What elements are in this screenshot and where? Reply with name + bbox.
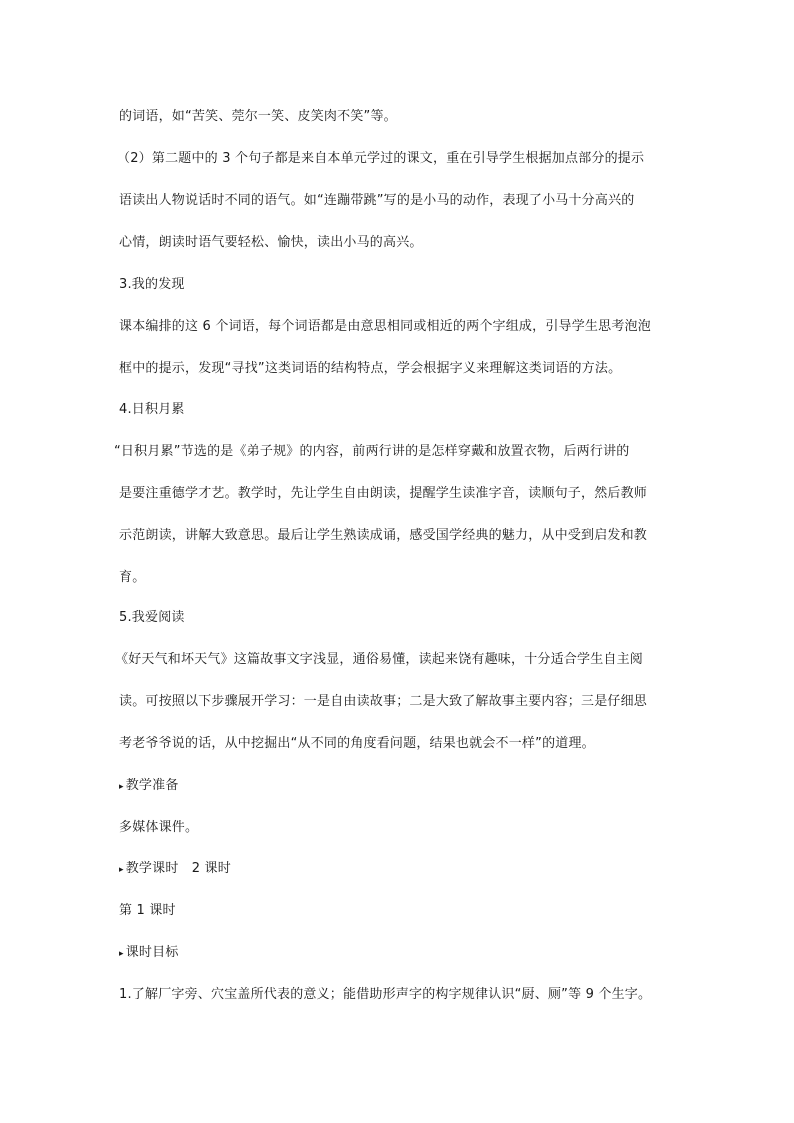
text-line: “日积月累”节选的是《弟子规》的内容，前两行讲的是怎样穿戴和放置衣物，后两行讲的 xyxy=(114,444,630,459)
section-heading: 5.我爱阅读 xyxy=(119,610,185,625)
text-line: 读。可按照以下步骤展开学习：一是自由读故事；二是大致了解故事主要内容；三是仔细思 xyxy=(119,694,648,709)
text-line: 考老爷爷说的话，从中挖掘出“从不同的角度看问题，结果也就会不一样”的道理。 xyxy=(119,736,595,751)
triangle-bullet-icon: ▸ xyxy=(119,865,124,875)
bullet-heading xyxy=(119,860,231,879)
section-heading: 4.日积月累 xyxy=(119,402,185,417)
text-line: 框中的提示，发现“寻找”这类词语的结构特点，学会根据字义来理解这类词语的方法。 xyxy=(119,361,622,376)
text-line: 《好天气和坏天气》这篇故事文字浅显，通俗易懂，读起来饶有趣味，十分适合学生自主阅 xyxy=(115,652,644,667)
heading-text: 课时目标 xyxy=(125,945,179,960)
triangle-bullet-icon: ▸ xyxy=(119,782,124,792)
text-line: 是要注重德学才艺。教学时，先让学生自由朗读，提醒学生读准字音，读顺句子，然后教师 xyxy=(119,486,648,501)
triangle-bullet-icon: ▸ xyxy=(119,949,124,959)
text-line: （2）第二题中的 3 个句子都是来自本单元学过的课文，重在引导学生根据加点部分的提示 xyxy=(117,151,645,166)
heading-text: 教学准备 xyxy=(125,778,179,793)
text-line: 育。 xyxy=(119,570,146,585)
text-line: 心情，朗读时语气要轻松、愉快，读出小马的高兴。 xyxy=(119,235,423,250)
text-line: 语读出人物说话时不同的语气。如“连蹦带跳”写的是小马的动作，表现了小马十分高兴的 xyxy=(119,193,635,208)
text-line: 第 1 课时 xyxy=(119,903,176,918)
text-line: 多媒体课件。 xyxy=(119,820,199,835)
section-heading: 3.我的发现 xyxy=(119,277,185,292)
text-line: 示范朗读，讲解大致意思。最后让学生熟读成诵，感受国学经典的魅力，从中受到启发和教 xyxy=(119,528,648,543)
heading-text: 教学课时 2 课时 xyxy=(125,861,231,876)
bullet-heading xyxy=(119,944,179,963)
bullet-heading xyxy=(119,777,179,796)
text-line: 课本编排的这 6 个词语，每个词语都是由意思相同或相近的两个字组成，引导学生思考泡泡 xyxy=(119,319,651,334)
text-line: 的词语，如“苦笑、莞尔一笑、皮笑肉不笑”等。 xyxy=(119,109,397,124)
text-line: 1.了解厂字旁、穴宝盖所代表的意义；能借助形声字的构字规律认识“厨、厕”等 9 个生字。 xyxy=(119,987,652,1002)
